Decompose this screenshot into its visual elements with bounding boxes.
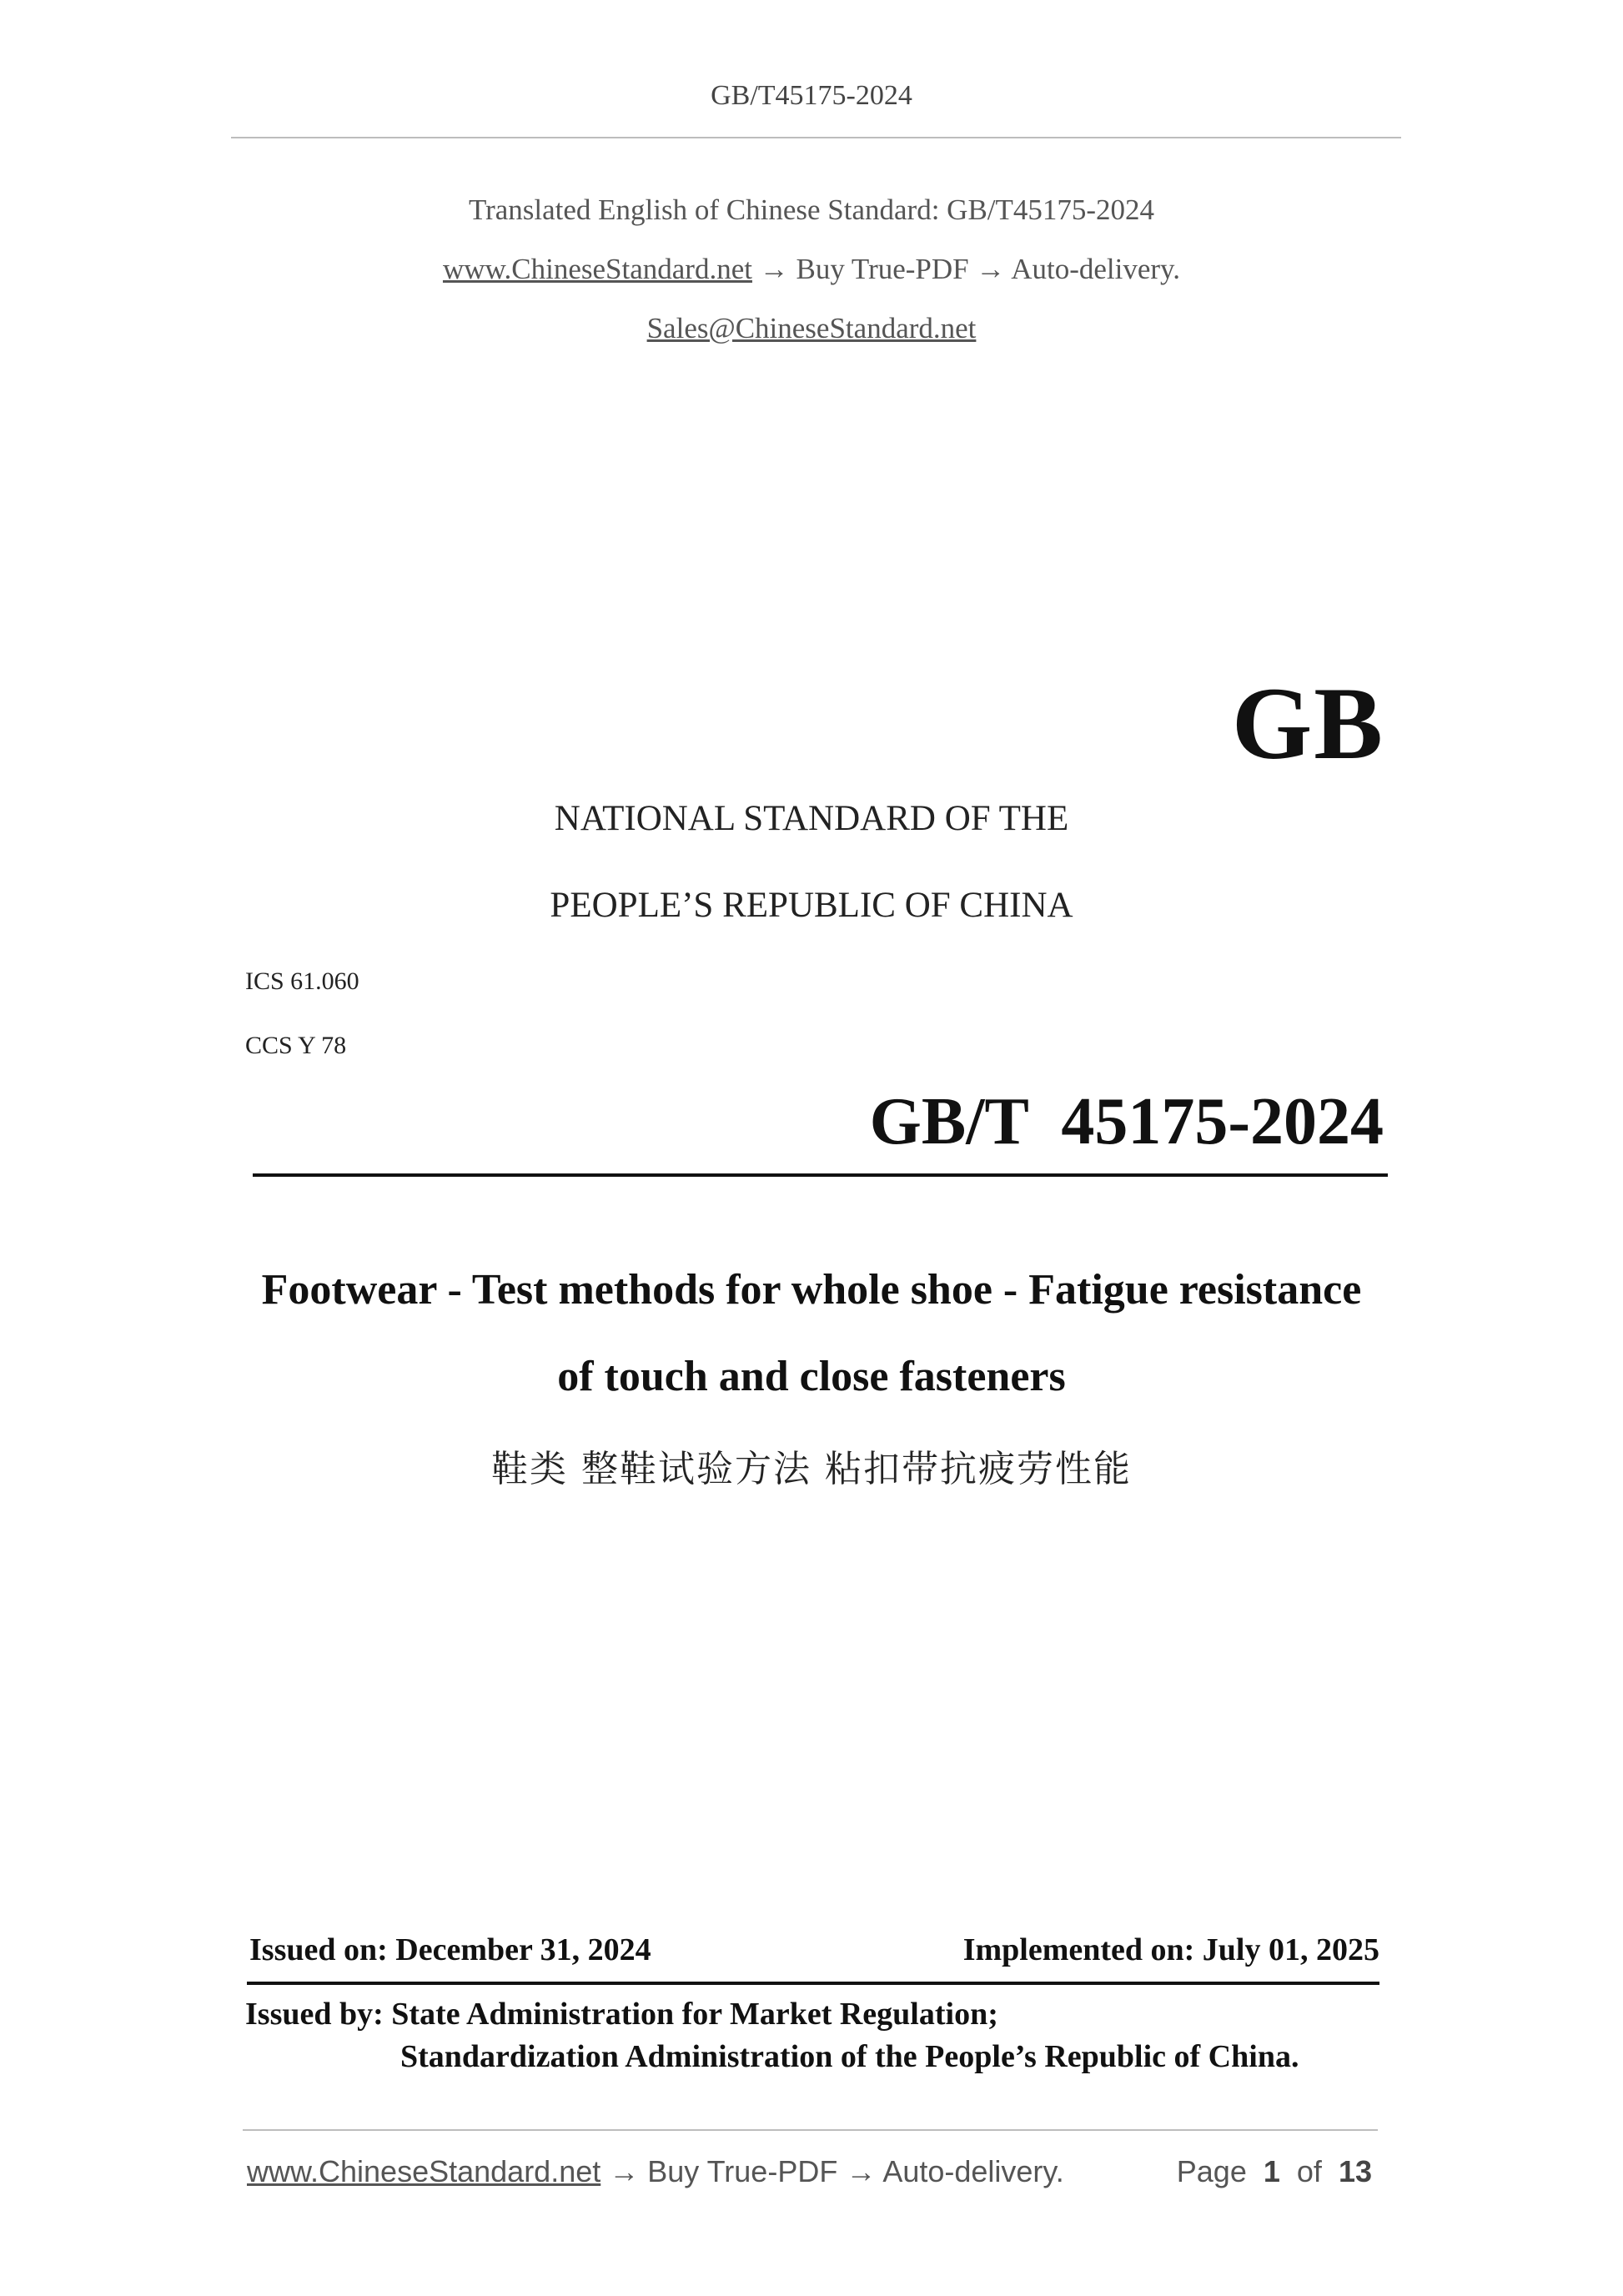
page-total: 13 [1338, 2154, 1372, 2188]
issued-on-date: Issued on: December 31, 2024 [249, 1932, 651, 1967]
gb-logo: GB [1231, 666, 1384, 781]
national-standard-line-1: NATIONAL STANDARD OF THE [554, 799, 1069, 838]
running-header: GB/T45175-2024 [711, 80, 912, 111]
standard-number: GB/T 45175-2024 [869, 1085, 1384, 1158]
english-title-line-1: Footwear - Test methods for whole shoe - Fatigue resistance [261, 1266, 1362, 1314]
footer-website-link[interactable]: www.ChineseStandard.net [247, 2154, 601, 2188]
footer-divider [243, 2129, 1378, 2131]
english-title-line-2: of touch and close fasteners [557, 1353, 1066, 1400]
header-divider [231, 137, 1401, 138]
page-label: Page [1176, 2154, 1247, 2188]
page-indicator [1177, 2154, 1372, 2189]
chinese-title: 鞋类 整鞋试验方法 粘扣带抗疲劳性能 [491, 1448, 1132, 1490]
promo-text: → Buy True-PDF → Auto-delivery. [751, 253, 1181, 285]
standard-number-divider [253, 1173, 1388, 1177]
page-current: 1 [1263, 2154, 1280, 2188]
sales-email-link[interactable]: Sales@ChineseStandard.net [646, 312, 977, 344]
sales-line [0, 312, 1623, 345]
implemented-on-date: Implemented on: July 01, 2025 [962, 1932, 1379, 1967]
footer-promo-text: → Buy True-PDF → Auto-delivery. [600, 2154, 1064, 2188]
ics-code: ICS 61.060 [245, 967, 359, 995]
translated-notice: Translated English of Chinese Standard: GB/T45175-2024 [468, 193, 1155, 226]
national-standard-line-2: PEOPLE’S REPUBLIC OF CHINA [550, 886, 1073, 925]
dates-divider [247, 1982, 1379, 1985]
issued-by-line-2: Standardization Administration of the People’s Republic of China. [400, 2039, 1299, 2074]
issued-by-line-1: Issued by: State Administration for Market Regulation; [245, 1997, 998, 2032]
website-link[interactable]: www.ChineseStandard.net [442, 253, 752, 285]
promo-line [0, 253, 1623, 286]
of-label: of [1296, 2154, 1322, 2188]
footer-promo [247, 2154, 1064, 2189]
ccs-code: CCS Y 78 [245, 1032, 347, 1059]
